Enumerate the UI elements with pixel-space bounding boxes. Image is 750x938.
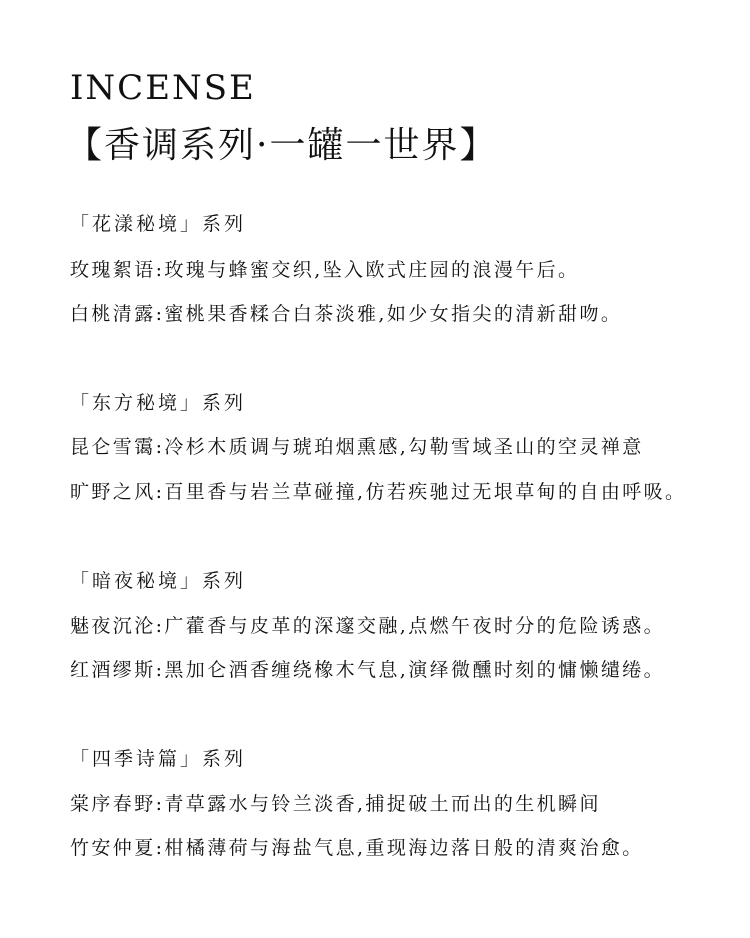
page-title-cn: 【香调系列·一罐一世界】 — [66, 125, 498, 166]
section-heading: 「暗夜秘境」系列 — [70, 570, 247, 592]
section-heading: 「花漾秘境」系列 — [70, 213, 247, 235]
entry-item: 魅夜沉沦:广藿香与皮革的深邃交融,点燃午夜时分的危险诱惑。 — [70, 615, 666, 637]
entry-item: 白桃清露:蜜桃果香糅合白茶淡雅,如少女指尖的清新甜吻。 — [70, 303, 623, 325]
incense-page — [66, 0, 740, 938]
entry-item: 昆仑雪霭:冷杉木质调与琥珀烟熏感,勾勒雪域圣山的空灵禅意 — [70, 436, 644, 458]
entry-item: 玫瑰絮语:玫瑰与蜂蜜交织,坠入欧式庄园的浪漫午后。 — [70, 259, 580, 281]
entry-item: 竹安仲夏:柑橘薄荷与海盐气息,重现海边落日般的清爽治愈。 — [70, 837, 644, 859]
section-heading: 「四季诗篇」系列 — [70, 748, 247, 770]
entry-item: 红酒缪斯:黑加仑酒香缠绕橡木气息,演绎微醺时刻的慵懒缱绻。 — [70, 659, 666, 681]
entry-item: 棠序春野:青草露水与铃兰淡香,捕捉破土而出的生机瞬间 — [70, 793, 601, 815]
page-title-en: INCENSE — [70, 68, 256, 108]
section-heading: 「东方秘境」系列 — [70, 392, 247, 414]
entry-item: 旷野之风:百里香与岩兰草碰撞,仿若疾驰过无垠草甸的自由呼吸。 — [70, 481, 687, 503]
